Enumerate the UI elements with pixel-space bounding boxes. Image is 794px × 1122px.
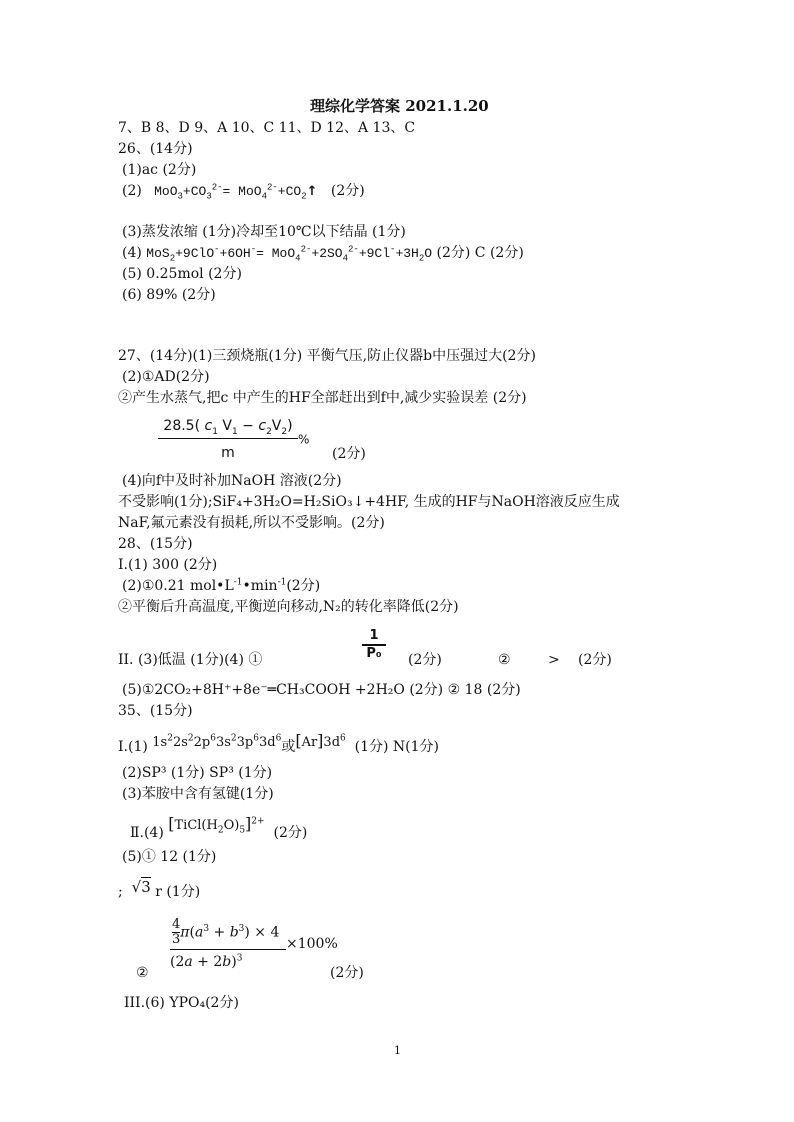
q27-part3-fraction: $\frac{28.5( c_1 V_1 - c_2V_2)}{m}$ [158,416,298,463]
q35-r-tail: r (1分) [155,884,201,900]
q35-density-score: (2分) [330,965,364,981]
q35-part2: (2)SP³ (1分) SP³ (1分) [122,765,273,781]
q26-part4 [122,244,524,263]
multiple-choice-answers: 7、B 8、D 9、A 10、C 11、D 12、A 13、C [118,120,416,136]
q28-part2a-score: (2分) [286,578,321,594]
q35-density-formula: 4 $3\pi(a^3 + b^3) \times 4$ $(2a + 2b)^3$ ×100% [170,917,338,970]
q26-part3: (3)蒸发浓缩 (1分)冷却至10℃以下结晶 (1分) [122,224,406,240]
q28-part2a-text: (2)①0.21 mol•L [122,578,234,594]
q35-I-score: (1分) N(1分) [354,739,440,755]
q28-part1: I.(1) 300 (2分) [118,557,218,573]
q35-part5: (5)① 12 (1分) [122,849,217,865]
q35-II [130,814,308,843]
q35-heading: 35、(15分) [118,703,193,719]
q35-I [118,731,440,757]
q28-part2b: ②平衡后升高温度,平衡逆向移动,N₂的转化率降低(2分) [118,599,459,615]
q28-II-fraction [362,628,386,662]
q35-I-config-short: $[Ar]3d^6$ [295,731,346,750]
q28-II-greater: > [548,652,560,668]
q27-part3-score: (2分) [332,446,366,462]
q27-part3-num-left: 28.5( [163,418,201,434]
q26-part5: (5) 0.25mol (2分) [122,266,242,282]
q35-II-complex: $[TiCl(H_2O)_5]^{2+}$ [168,814,265,836]
q28-part5: (5)①2CO₂+8H⁺+8e⁻═CH₃COOH +2H₂O (2分) ② 18 (2分) [122,682,521,698]
q35-r [118,878,201,901]
q27-heading: 27、(14分)(1)三颈烧瓶(1分) 平衡气压,防止仪器b中压强过大(2分) [118,348,536,364]
q35-I-or: 或 [281,739,296,755]
page-title: 理综化学答案 2021.1.20 [310,97,489,115]
q28-II-label: II. (3)低温 (1分)(4) ① [118,652,263,668]
q26-part4-score: (2分) C (2分) [436,245,524,261]
q26-part2-score: (2分) [330,183,365,199]
q35-r-prefix: ; [118,884,123,900]
q35-r-sqrt: √3 [131,878,151,896]
q35-part-III: III.(6) YPO₄(2分) [124,995,239,1011]
q26-part2 [122,182,365,201]
q27-part2b: ②产生水蒸气,把c 中产生的HF全部赶出到f中,减少实验误差 (2分) [118,390,527,406]
q26-part2-equation: $MoO_3+CO_3^{2-}=$ $MoO_4^{2-}+CO_2↑$ [146,182,318,202]
q28-II-circle2: ② [498,652,511,668]
q27-part2a: (2)①AD(2分) [122,369,210,385]
q27-part3-num-right: ) [287,418,293,434]
q35-I-config: $1s^22s^22p^63s^23p^63d^6$ [152,733,282,750]
q28-II-fraction-den: P₀ [362,644,386,662]
q26-heading: 26、(14分) [118,141,193,157]
q35-I-label: I.(1) [118,739,148,755]
q28-II-fraction-num: 1 [369,628,379,643]
q26-part1: (1)ac (2分) [122,162,197,178]
q28-II-score1: (2分) [408,652,442,668]
q26-part2-label: (2) [122,183,142,199]
q35-part3: (3)苯胺中含有氢键(1分) [122,786,274,802]
q27-part5-line1: 不受影响(1分);SiF₄+3H₂O=H₂SiO₃↓+4HF, 生成的HF与NaOH溶液反应生成 [118,494,620,510]
q26-part4-label: (4) [122,245,142,261]
q27-part5-line2: NaF,氟元素没有损耗,所以不受影响。(2分) [118,515,385,531]
q28-II-score2: (2分) [578,652,612,668]
q28-heading: 28、(15分) [118,536,193,552]
q27-part4: (4)向f中及时补加NaOH 溶液(2分) [122,473,342,489]
q28-part2a-mid: •min [242,578,278,594]
q27-part3-denominator: m [158,438,298,463]
q27-part3-percent: % [298,432,310,447]
q27-part3-formula [158,416,309,463]
q28-part2a: (2)①0.21 $mol•L^{-1}•\min^{-1}(2$分) [122,577,321,594]
q26-part4-equation: $MoS_2+9ClO^-+6OH^-= MoO_4^{2-}+2SO_4^{2-}+9Cl^-+3H_2O$ [146,244,433,264]
q35-density-circle: ② [136,965,149,981]
q26-part6: (6) 89% (2分) [122,287,216,303]
page-number: 1 [394,1044,401,1057]
q35-II-label: Ⅱ.(4) [130,825,164,841]
q35-II-score: (2分) [273,825,308,841]
